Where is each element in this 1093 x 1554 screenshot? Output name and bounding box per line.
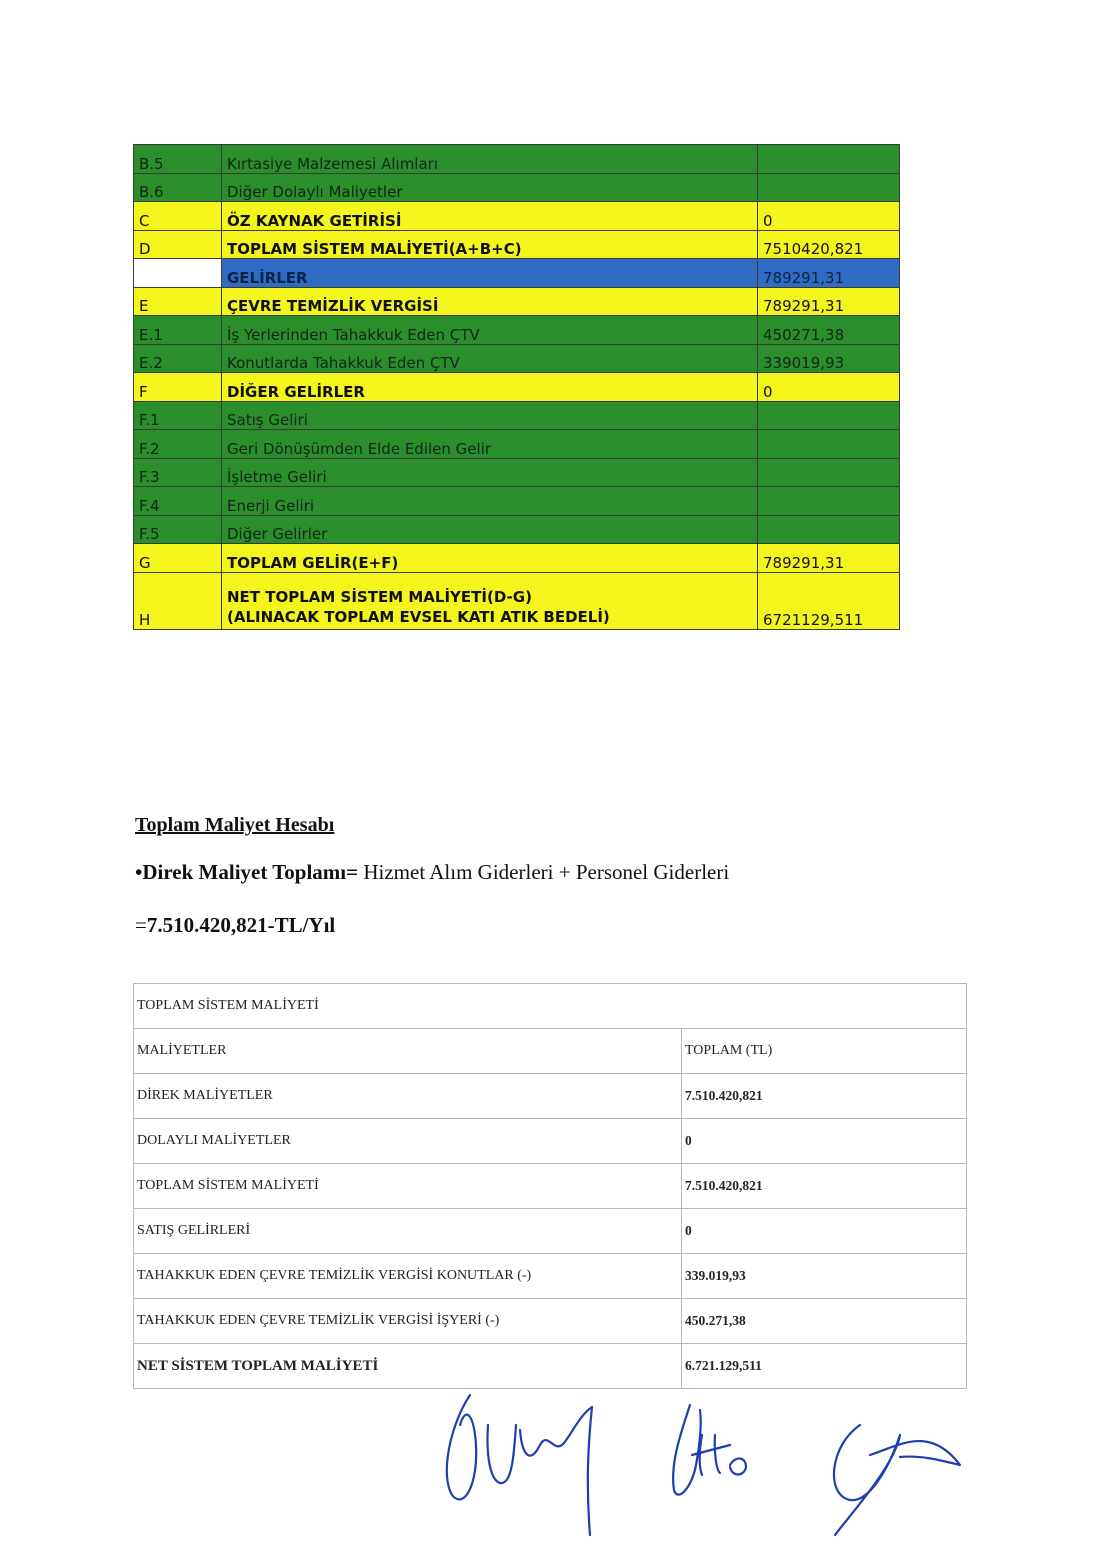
table-row bbox=[134, 145, 900, 174]
row-code: F.5 bbox=[134, 515, 222, 544]
table-row bbox=[134, 259, 900, 288]
table-row bbox=[134, 173, 900, 202]
row-value: 789291,31 bbox=[758, 259, 900, 288]
row-code: C bbox=[134, 202, 222, 231]
formula-expression: Hizmet Alım Giderleri + Personel Giderleri bbox=[358, 860, 730, 884]
row-label-line-2: (ALINACAK TOPLAM EVSEL KATI ATIK BEDELİ) bbox=[227, 607, 610, 626]
row-code: B.5 bbox=[134, 145, 222, 174]
cost-breakdown-table bbox=[133, 144, 900, 630]
table-row bbox=[134, 487, 900, 516]
summary-value: 0 bbox=[682, 1119, 967, 1164]
row-code: B.6 bbox=[134, 173, 222, 202]
table-row-net-total bbox=[134, 572, 900, 629]
row-label: DİĞER GELİRLER bbox=[222, 373, 758, 402]
row-value bbox=[758, 401, 900, 430]
table-row bbox=[134, 1299, 967, 1344]
cost-breakdown-body bbox=[134, 145, 900, 630]
result-value: 7.510.420,821-TL/Yıl bbox=[146, 913, 336, 937]
row-label: Enerji Geliri bbox=[222, 487, 758, 516]
row-label-line-1: NET TOPLAM SİSTEM MALİYETİ(D-G) bbox=[227, 587, 532, 606]
row-code: E.1 bbox=[134, 316, 222, 345]
row-value bbox=[758, 487, 900, 516]
summary-label: TOPLAM SİSTEM MALİYETİ bbox=[134, 1164, 682, 1209]
signature-2 bbox=[673, 1405, 746, 1495]
row-code: F bbox=[134, 373, 222, 402]
row-value bbox=[758, 430, 900, 459]
summary-value: 339.019,93 bbox=[682, 1254, 967, 1299]
row-label: İş Yerlerinden Tahakkuk Eden ÇTV bbox=[222, 316, 758, 345]
summary-value: 7.510.420,821 bbox=[682, 1164, 967, 1209]
summary-label: NET SİSTEM TOPLAM MALİYETİ bbox=[134, 1344, 682, 1389]
table-row bbox=[134, 1254, 967, 1299]
table-row bbox=[134, 230, 900, 259]
summary-value: 6.721.129,511 bbox=[682, 1344, 967, 1389]
table-row bbox=[134, 1164, 967, 1209]
table-row bbox=[134, 544, 900, 573]
row-code: F.3 bbox=[134, 458, 222, 487]
summary-value: 7.510.420,821 bbox=[682, 1074, 967, 1119]
row-label: Diğer Dolaylı Maliyetler bbox=[222, 173, 758, 202]
summary-label: SATIŞ GELİRLERİ bbox=[134, 1209, 682, 1254]
table-row bbox=[134, 373, 900, 402]
table-row bbox=[134, 344, 900, 373]
row-value: 0 bbox=[758, 373, 900, 402]
table-row bbox=[134, 1209, 967, 1254]
row-value bbox=[758, 173, 900, 202]
table-row bbox=[134, 401, 900, 430]
row-label bbox=[222, 572, 758, 629]
formula-term: •Direk Maliyet Toplamı= bbox=[135, 860, 359, 884]
row-label: TOPLAM SİSTEM MALİYETİ(A+B+C) bbox=[222, 230, 758, 259]
row-code: G bbox=[134, 544, 222, 573]
table-row bbox=[134, 316, 900, 345]
row-label: ÇEVRE TEMİZLİK VERGİSİ bbox=[222, 287, 758, 316]
row-code: F.2 bbox=[134, 430, 222, 459]
row-code bbox=[134, 259, 222, 288]
row-value bbox=[758, 145, 900, 174]
table-row-net-total bbox=[134, 1344, 967, 1389]
summary-table bbox=[133, 983, 967, 1389]
row-code: H bbox=[134, 572, 222, 629]
signatures-graphic bbox=[430, 1385, 990, 1550]
row-value: 450271,38 bbox=[758, 316, 900, 345]
table-row bbox=[134, 287, 900, 316]
row-label: ÖZ KAYNAK GETİRİSİ bbox=[222, 202, 758, 231]
row-code: D bbox=[134, 230, 222, 259]
table-row bbox=[134, 202, 900, 231]
summary-title: TOPLAM SİSTEM MALİYETİ bbox=[134, 984, 967, 1029]
row-label: Geri Dönüşümden Elde Edilen Gelir bbox=[222, 430, 758, 459]
direct-cost-formula bbox=[135, 860, 729, 885]
row-label: Konutlarda Tahakkuk Eden ÇTV bbox=[222, 344, 758, 373]
row-code: E.2 bbox=[134, 344, 222, 373]
summary-label: DOLAYLI MALİYETLER bbox=[134, 1119, 682, 1164]
result-prefix: = bbox=[135, 913, 147, 937]
row-value: 789291,31 bbox=[758, 287, 900, 316]
summary-label: TAHAKKUK EDEN ÇEVRE TEMİZLİK VERGİSİ KONUTLAR (-) bbox=[134, 1254, 682, 1299]
row-value: 6721129,511 bbox=[758, 572, 900, 629]
summary-header-row bbox=[134, 1029, 967, 1074]
row-value: 7510420,821 bbox=[758, 230, 900, 259]
summary-label: DİREK MALİYETLER bbox=[134, 1074, 682, 1119]
section-heading: Toplam Maliyet Hesabı bbox=[135, 814, 335, 836]
table-row bbox=[134, 515, 900, 544]
row-code: F.4 bbox=[134, 487, 222, 516]
signature-3 bbox=[834, 1425, 960, 1535]
row-label: Satış Geliri bbox=[222, 401, 758, 430]
row-value: 339019,93 bbox=[758, 344, 900, 373]
header-label: MALİYETLER bbox=[134, 1029, 682, 1074]
header-value: TOPLAM (TL) bbox=[682, 1029, 967, 1074]
row-label: Diğer Gelirler bbox=[222, 515, 758, 544]
table-row bbox=[134, 458, 900, 487]
table-row bbox=[134, 1119, 967, 1164]
row-value: 789291,31 bbox=[758, 544, 900, 573]
row-label: GELİRLER bbox=[222, 259, 758, 288]
row-value bbox=[758, 458, 900, 487]
row-code: F.1 bbox=[134, 401, 222, 430]
summary-value: 450.271,38 bbox=[682, 1299, 967, 1344]
summary-value: 0 bbox=[682, 1209, 967, 1254]
row-label: TOPLAM GELİR(E+F) bbox=[222, 544, 758, 573]
row-label: İşletme Geliri bbox=[222, 458, 758, 487]
direct-cost-result bbox=[135, 913, 335, 938]
row-value: 0 bbox=[758, 202, 900, 231]
signature-1 bbox=[447, 1395, 592, 1535]
row-value bbox=[758, 515, 900, 544]
row-code: E bbox=[134, 287, 222, 316]
table-row bbox=[134, 1074, 967, 1119]
summary-label: TAHAKKUK EDEN ÇEVRE TEMİZLİK VERGİSİ İŞYERİ (-) bbox=[134, 1299, 682, 1344]
summary-title-row bbox=[134, 984, 967, 1029]
table-row bbox=[134, 430, 900, 459]
row-label: Kırtasiye Malzemesi Alımları bbox=[222, 145, 758, 174]
